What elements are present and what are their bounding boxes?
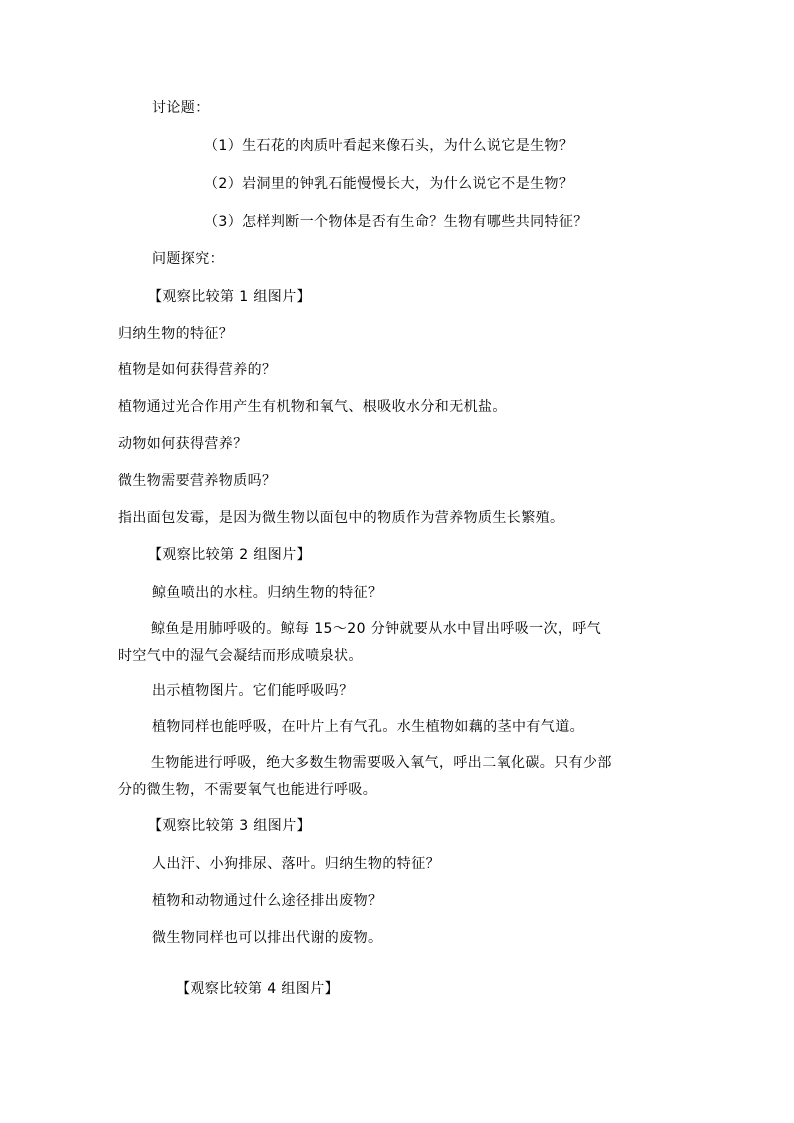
discussion-question-2: （2）岩洞里的钟乳石能慢慢长大，为什么说它不是生物？: [204, 176, 574, 192]
discussion-question-3: （3）怎样判断一个物体是否有生命？生物有哪些共同特征？: [204, 214, 588, 230]
group1-line-4: 动物如何获得营养？: [118, 436, 248, 452]
group1-line-6: 指出面包发霉，是因为微生物以面包中的物质作为营养物质生长繁殖。: [118, 510, 565, 526]
inquiry-label: 问题探究：: [152, 251, 224, 267]
group1-line-3: 植物通过光合作用产生有机物和氧气、根吸收水分和无机盐。: [118, 399, 507, 415]
group1-line-1: 归纳生物的特征？: [118, 326, 234, 342]
group2-paragraph-2: 生物能进行呼吸，绝大多数生物需要吸入氧气，呼出二氧化碳。只有少部分的微生物，不需要氧气也能进行呼吸。: [118, 755, 612, 798]
group1-line-5: 微生物需要营养物质吗？: [118, 473, 277, 489]
group2-heading: 【观察比较第 2 组图片】: [148, 547, 312, 563]
group3-line-1: 人出汗、小狗排尿、落叶。归纳生物的特征？: [152, 856, 440, 872]
group3-line-3: 微生物同样也可以排出代谢的废物。: [152, 930, 383, 946]
group2-line-2: 出示植物图片。它们能呼吸吗？: [152, 683, 354, 699]
group3-line-2: 植物和动物通过什么途径排出废物？: [152, 893, 383, 909]
discussion-label: 讨论题：: [152, 100, 210, 116]
group2-line-1: 鲸鱼喷出的水柱。归纳生物的特征？: [152, 585, 383, 601]
group2-line-3: 植物同样也能呼吸，在叶片上有气孔。水生植物如藕的茎中有气道。: [152, 719, 584, 735]
discussion-question-1: （1）生石花的肉质叶看起来像石头，为什么说它是生物？: [204, 138, 574, 154]
group1-line-2: 植物是如何获得营养的？: [118, 362, 277, 378]
group3-heading: 【观察比较第 3 组图片】: [148, 818, 312, 834]
group4-heading: 【观察比较第 4 组图片】: [176, 981, 340, 997]
group2-paragraph-1: 鲸鱼是用肺呼吸的。鲸每 15～20 分钟就要从水中冒出呼吸一次，呼气时空气中的湿气会凝结而形成喷泉状。: [118, 621, 602, 664]
group1-heading: 【观察比较第 1 组图片】: [148, 289, 312, 305]
